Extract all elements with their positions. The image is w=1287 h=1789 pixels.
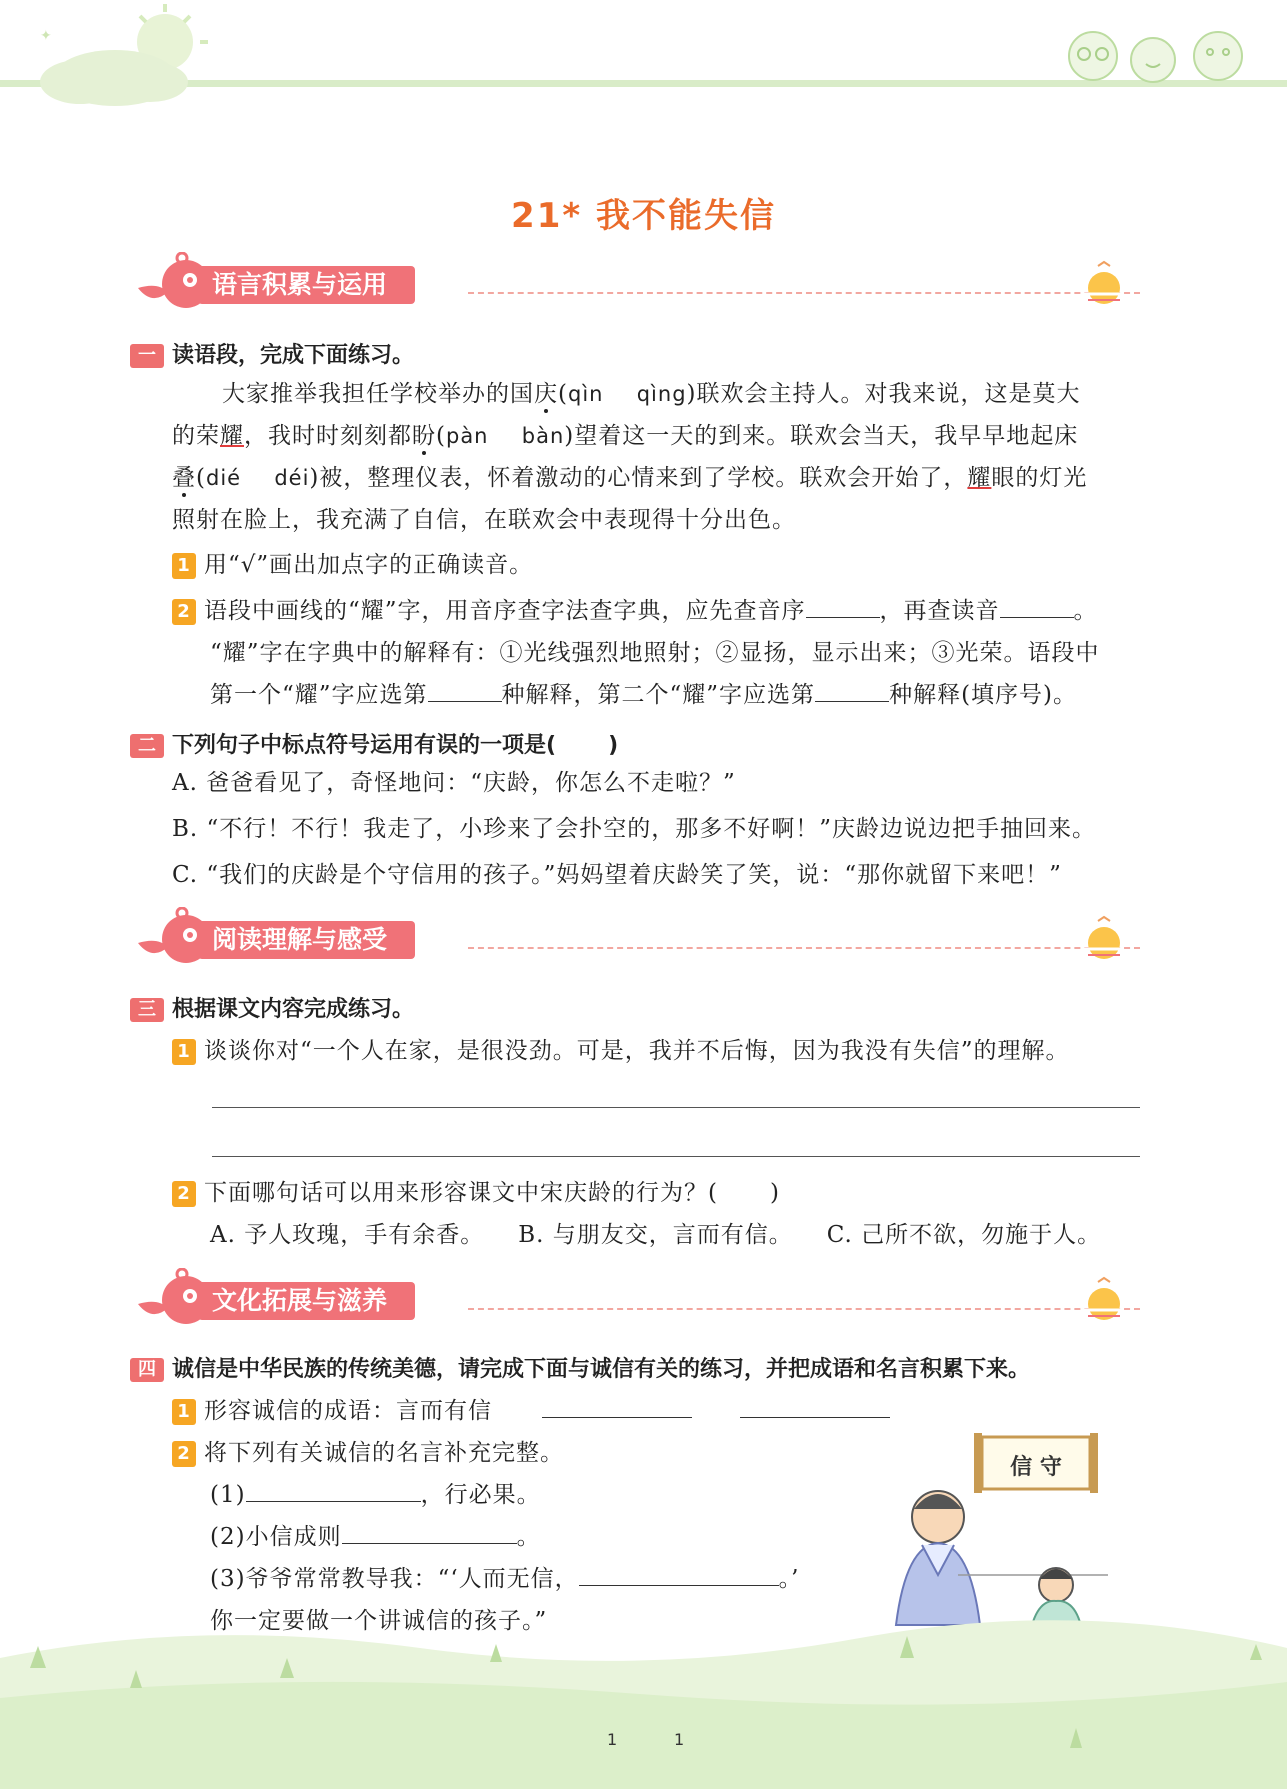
question-4-body [172, 1390, 892, 1642]
sub-number: 1 [172, 1039, 196, 1065]
sub-text: ) [769, 1180, 780, 1206]
sunset-icon [1080, 1276, 1130, 1320]
answer-blank[interactable] [806, 591, 880, 618]
passage-line [172, 373, 1142, 415]
sub-text: ，再查读音 [879, 598, 1000, 624]
sub-line [172, 1558, 892, 1600]
question-number: 二 [130, 734, 164, 758]
passage-line [172, 457, 1142, 499]
text: 眼的灯光 [991, 465, 1088, 491]
pinyin-option[interactable]: pàn [445, 424, 489, 448]
option-c[interactable]: C. 己所不欲，勿施于人。 [826, 1222, 1102, 1248]
dotted-char: 庆 [534, 381, 558, 407]
section-title: 语言积累与运用 [198, 266, 415, 304]
sub-line [172, 1172, 1147, 1214]
question-text: 诚信是中华民族的传统美德，请完成下面与诚信有关的练习，并把成语和名言积累下来。 [172, 1357, 1031, 1382]
text: 大家推举我担任学校举办的国 [222, 381, 534, 407]
question-4-heading [130, 1352, 1030, 1383]
text: 的荣 [172, 423, 220, 449]
answer-blank[interactable] [579, 1559, 779, 1586]
question-number: 四 [130, 1358, 164, 1382]
question-text: 下列句子中标点符号运用有误的一项是( [172, 733, 557, 758]
answer-blank[interactable] [1000, 591, 1074, 618]
sunset-icon [1080, 260, 1130, 304]
section-title: 阅读理解与感受 [198, 921, 415, 959]
lesson-title: 21* 我不能失信 [511, 196, 776, 236]
option-a[interactable]: A. 爸爸看见了，奇怪地问：“庆龄，你怎么不走啦？” [172, 770, 736, 796]
question-1-sub-2 [172, 590, 1147, 716]
sub-text: 种解释，第二个“耀”字应选第 [501, 682, 816, 708]
scholar-illustration [878, 1425, 1118, 1650]
text: ，我时时刻刻都 [244, 423, 412, 449]
sunset-icon [1080, 915, 1130, 959]
option-c[interactable]: C. “我们的庆龄是个守信用的孩子。”妈妈望着庆龄笑了笑，说：“那你就留下来吧！” [172, 862, 1062, 888]
answer-blank[interactable] [740, 1391, 890, 1418]
sub-text: 用“√”画出加点字的正确读音。 [204, 552, 534, 578]
sub-text: 下面哪句话可以用来形容课文中宋庆龄的行为？( [204, 1180, 718, 1206]
sub-text: 谈谈你对“一个人在家，是很没劲。可是，我并不后悔，因为我没有失信”的理解。 [204, 1038, 1070, 1064]
sub-line [172, 590, 1147, 632]
sub-line: 你一定要做一个讲诚信的孩子。” [210, 1608, 548, 1634]
dotted-char: 叠 [172, 465, 196, 491]
sub-line: “耀”字在字典中的解释有：①光线强烈地照射；②显扬，显示出来；③光荣。语段中 [210, 640, 1100, 666]
scroll-text: 信 守 [1010, 1454, 1062, 1480]
text: ( [196, 465, 206, 491]
option-b[interactable]: B. 与朋友交，言而有信。 [518, 1222, 793, 1248]
divider [468, 947, 1140, 949]
sub-line [172, 1432, 892, 1474]
section-banner-language [128, 252, 1140, 312]
question-text: 根据课文内容完成练习。 [172, 997, 415, 1022]
text: ( [558, 381, 568, 407]
sub-text: 语段中画线的“耀”字，用音序查字法查字典，应先查音序 [204, 598, 806, 624]
sub-line [172, 1516, 892, 1558]
pinyin-option[interactable]: déi [274, 466, 310, 490]
page-number: 1 [674, 1730, 685, 1749]
question-text: ) [608, 733, 619, 758]
divider [468, 1308, 1140, 1310]
sub-number: 2 [172, 1181, 196, 1207]
sub-number: 2 [172, 599, 196, 625]
sub-line [172, 1390, 892, 1432]
text: )望着这一天的到来。联欢会当天，我早早地起床 [564, 423, 1079, 449]
text: ( [436, 423, 446, 449]
sub-text: 第一个“耀”字应选第 [210, 682, 428, 708]
answer-blank[interactable] [815, 675, 889, 702]
answer-blank[interactable] [428, 675, 502, 702]
answer-blank[interactable] [542, 1391, 692, 1418]
reading-passage [172, 373, 1142, 541]
dotted-char: 盼 [412, 423, 436, 449]
question-2-options [172, 762, 1162, 896]
answer-blank[interactable] [246, 1475, 421, 1502]
sub-text: 。 [1073, 598, 1098, 624]
question-3-sub-2 [172, 1172, 1147, 1256]
svg-text:✦: ✦ [40, 28, 52, 44]
option-b[interactable]: B. “不行！不行！我走了，小珍来了会扑空的，那多不好啊！”庆龄边说边把手抽回来。 [172, 816, 1097, 842]
question-text: 读语段，完成下面练习。 [172, 343, 415, 368]
pinyin-option[interactable]: dié [205, 466, 242, 490]
sub-line [172, 1214, 1147, 1256]
pinyin-option[interactable]: qìng [636, 382, 687, 406]
sub-text: 。 [516, 1524, 541, 1550]
sub-text: 将下列有关诚信的名言补充完整。 [204, 1440, 564, 1466]
passage-line [172, 415, 1142, 457]
section-banner-culture [128, 1268, 1140, 1328]
footer-hills [0, 1618, 1287, 1789]
sun-cloud-decoration [20, 0, 210, 112]
question-1-sub-1 [172, 544, 533, 586]
question-number: 三 [130, 998, 164, 1022]
sub-text: 。’ [778, 1566, 800, 1592]
pinyin-option[interactable]: qìn [567, 382, 604, 406]
sub-text: (1) [210, 1482, 246, 1508]
pinyin-option[interactable]: bàn [521, 424, 565, 448]
sub-text: (2)小信成则 [210, 1524, 342, 1550]
sub-line [172, 674, 1147, 716]
divider [468, 292, 1140, 294]
sub-text: ，行必果。 [420, 1482, 541, 1508]
sub-number: 1 [172, 1399, 196, 1425]
answer-line[interactable] [212, 1107, 1140, 1108]
question-3-sub-1 [172, 1030, 1147, 1072]
animal-faces-decoration [1058, 18, 1258, 86]
text: )被，整理仪表，怀着激动的心情来到了学校。联欢会开始了， [309, 465, 968, 491]
sub-line [172, 1474, 892, 1516]
sub-text: (3)爷爷常常教导我：“‘人而无信， [210, 1566, 579, 1592]
sub-text: 形容诚信的成语：言而有信 [204, 1398, 492, 1424]
question-number: 一 [130, 344, 164, 368]
passage-line: 照射在脸上，我充满了自信，在联欢会中表现得十分出色。 [172, 507, 796, 533]
sub-text: 种解释(填序号)。 [889, 682, 1078, 708]
option-a[interactable]: A. 予人玫瑰，手有余香。 [210, 1222, 485, 1248]
page-number: 1 [607, 1730, 618, 1749]
text: )联欢会主持人。对我来说，这是莫大 [686, 381, 1081, 407]
section-banner-reading [128, 907, 1140, 967]
sub-number: 2 [172, 1441, 196, 1467]
question-2-heading [130, 728, 618, 759]
question-1-heading [130, 338, 414, 369]
section-title: 文化拓展与滋养 [198, 1282, 415, 1320]
question-3-heading [130, 992, 414, 1023]
answer-blank[interactable] [342, 1517, 517, 1544]
sub-number: 1 [172, 553, 196, 579]
answer-line[interactable] [212, 1156, 1140, 1157]
underlined-char: 耀 [967, 465, 992, 491]
underlined-char: 耀 [220, 423, 244, 449]
